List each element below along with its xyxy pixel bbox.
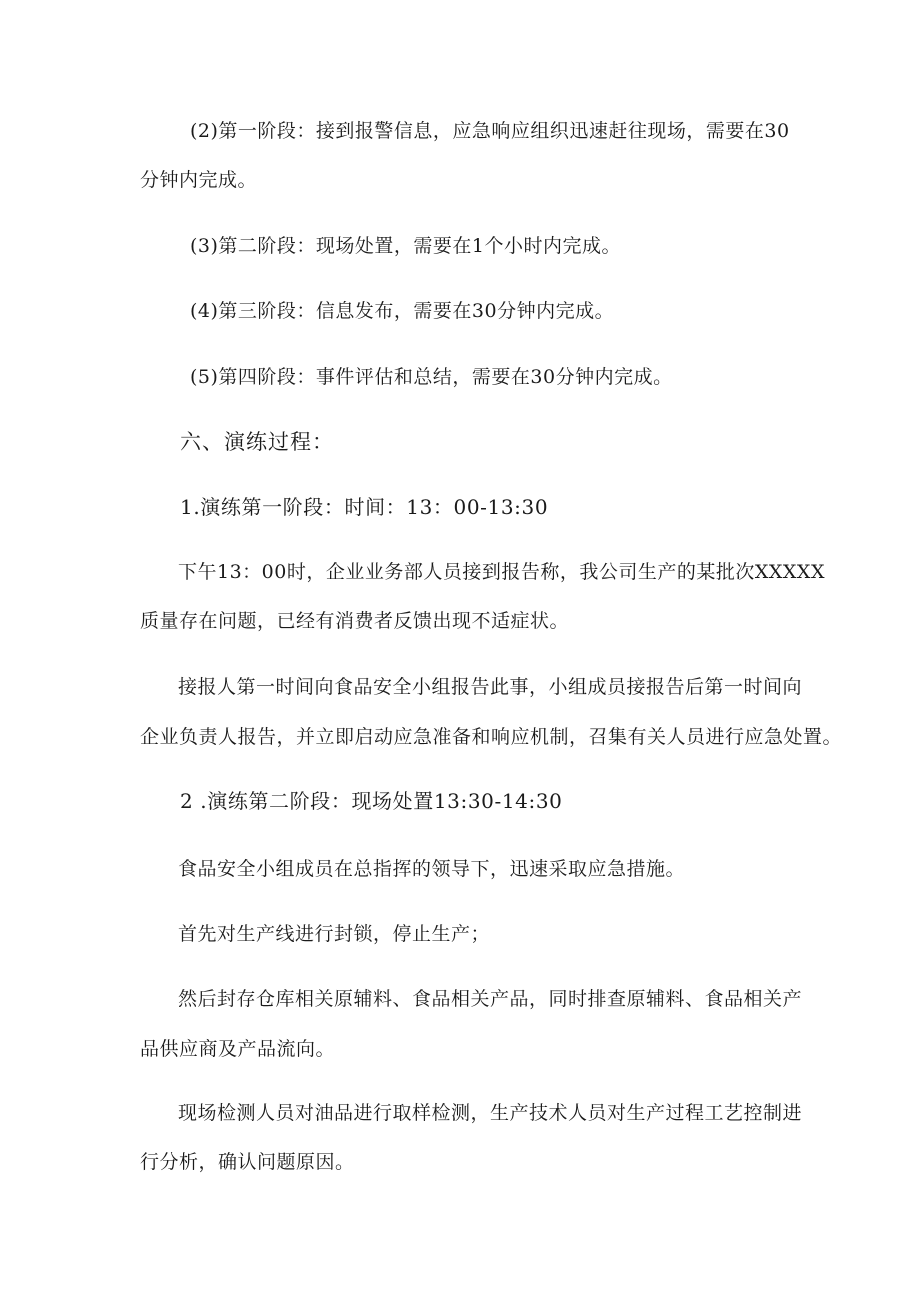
stage-5: (5)第四阶段：事件评估和总结，需要在30分钟内完成。: [190, 366, 673, 388]
section-six-title: 六、演练过程：: [180, 430, 334, 454]
phase-1-para-1-line-2: 质量存在问题，已经有消费者反馈出现不适症状。: [140, 610, 570, 632]
phase-2-para-2: 首先对生产线进行封锁，停止生产；: [178, 923, 491, 945]
stage-2-line-1: (2)第一阶段：接到报警信息，应急响应组织迅速赶往现场，需要在30: [190, 120, 790, 142]
phase-2-para-3-line-2: 品供应商及产品流向。: [140, 1038, 336, 1060]
stage-4: (4)第三阶段：信息发布，需要在30分钟内完成。: [190, 300, 615, 322]
phase-1-heading: 1.演练第一阶段：时间：13：00-13:30: [180, 495, 549, 519]
phase-2-para-1: 食品安全小组成员在总指挥的领导下，迅速采取应急措施。: [178, 858, 686, 880]
phase-2-para-4-line-1: 现场检测人员对油品进行取样检测，生产技术人员对生产过程工艺控制进: [178, 1102, 803, 1124]
phase-2-para-4-line-2: 行分析，确认问题原因。: [140, 1151, 355, 1173]
stage-2-line-2: 分钟内完成。: [140, 169, 258, 191]
phase-1-para-2-line-2: 企业负责人报告，并立即启动应急准备和响应机制，召集有关人员进行应急处置。: [140, 726, 843, 748]
phase-2-heading: 2 .演练第二阶段：现场处置13:30-14:30: [180, 789, 563, 813]
stage-3: (3)第二阶段：现场处置，需要在1个小时内完成。: [190, 235, 622, 257]
phase-1-para-1-line-1: 下午13：00时，企业业务部人员接到报告称，我公司生产的某批次XXXXX: [178, 561, 825, 583]
phase-1-para-2-line-1: 接报人第一时间向食品安全小组报告此事，小组成员接报告后第一时间向: [178, 676, 803, 698]
phase-2-para-3-line-1: 然后封存仓库相关原辅料、食品相关产品，同时排查原辅料、食品相关产: [178, 988, 803, 1010]
